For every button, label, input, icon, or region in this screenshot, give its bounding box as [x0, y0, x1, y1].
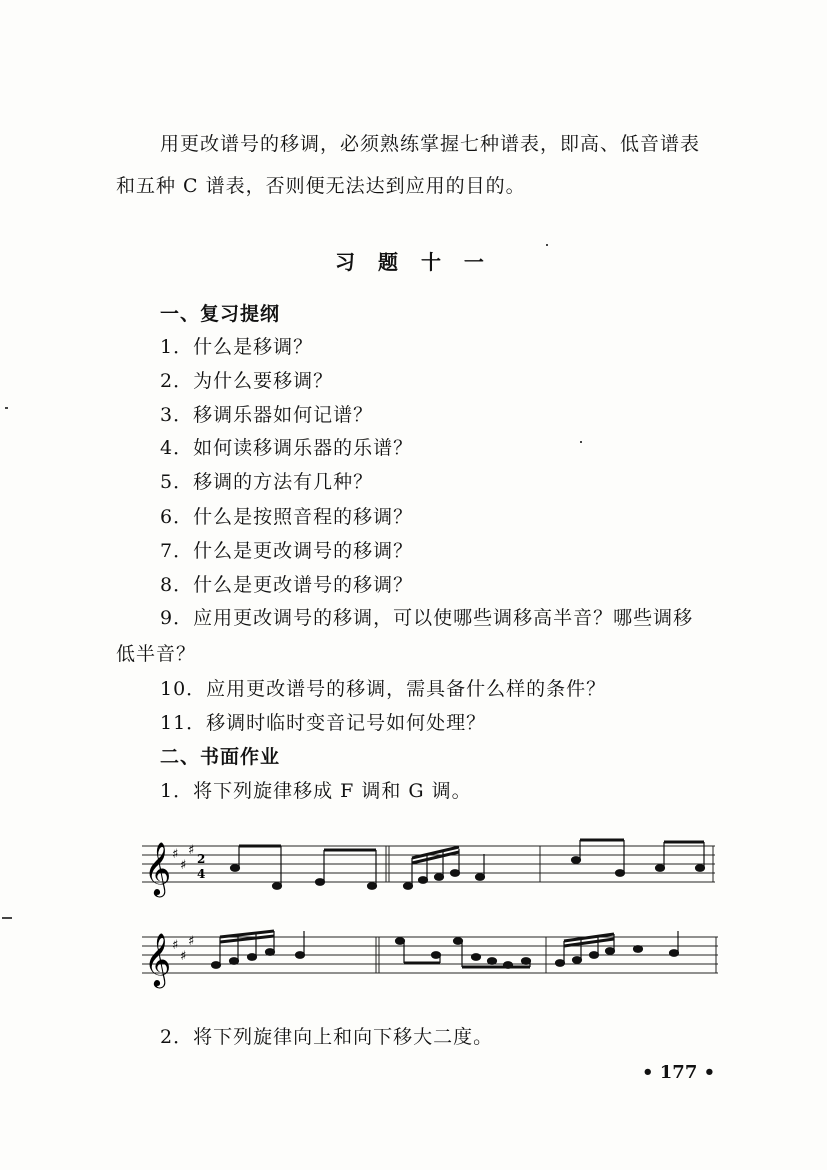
list-item: 10．应用更改谱号的移调，需具备什么样的条件？: [160, 678, 607, 700]
list-item: 7．什么是更改调号的移调？: [160, 540, 414, 562]
sharp-icon: ♯: [172, 938, 179, 953]
sharp-icon: ♯: [180, 858, 187, 873]
music-staff-2: [140, 921, 740, 991]
sharp-icon: ♯: [188, 843, 195, 858]
list-item: 5．移调的方法有几种？: [160, 471, 374, 493]
sharp-icon: ♯: [172, 847, 179, 862]
list-item: 2．为什么要移调？: [160, 370, 334, 392]
scan-speck: [580, 441, 582, 443]
scan-speck: [5, 407, 8, 409]
list-item: 1．什么是移调？: [160, 336, 314, 358]
scan-speck: [546, 244, 548, 246]
list-item-continuation: 低半音？: [116, 643, 197, 665]
list-item: 9．应用更改调号的移调，可以使哪些调移高半音？哪些调移: [160, 607, 694, 629]
exercise-title: 习 题 十 一: [335, 250, 492, 274]
list-item: 8．什么是更改谱号的移调？: [160, 574, 414, 596]
scan-speck: [2, 917, 12, 919]
sharp-icon: ♯: [180, 949, 187, 964]
task-2: 2．将下列旋律向上和向下移大二度。: [160, 1026, 494, 1048]
list-item: 3．移调乐器如何记谱？: [160, 404, 374, 426]
time-signature-top: 2: [197, 852, 206, 866]
intro-line-2: 和五种 C 谱表，否则便无法达到应用的目的。: [116, 175, 526, 197]
intro-line-1: 用更改谱号的移调，必须熟练掌握七种谱表，即高、低音谱表: [160, 133, 701, 155]
list-item: 11．移调时临时变音记号如何处理？: [160, 712, 487, 734]
section2-heading: 二、书面作业: [160, 746, 281, 768]
task-1: 1．将下列旋律移成 F 调和 G 调。: [160, 780, 472, 802]
time-signature-bottom: 4: [197, 867, 206, 881]
sharp-icon: ♯: [188, 934, 195, 949]
page-number: • 177 •: [642, 1062, 716, 1083]
list-item: 6．什么是按照音程的移调？: [160, 506, 414, 528]
treble-clef-icon: 𝄞: [144, 841, 172, 895]
section1-heading: 一、复习提纲: [160, 303, 281, 325]
treble-clef-icon: 𝄞: [144, 932, 172, 986]
music-staff-1: [140, 828, 740, 898]
list-item: 4．如何读移调乐器的乐谱？: [160, 437, 414, 459]
